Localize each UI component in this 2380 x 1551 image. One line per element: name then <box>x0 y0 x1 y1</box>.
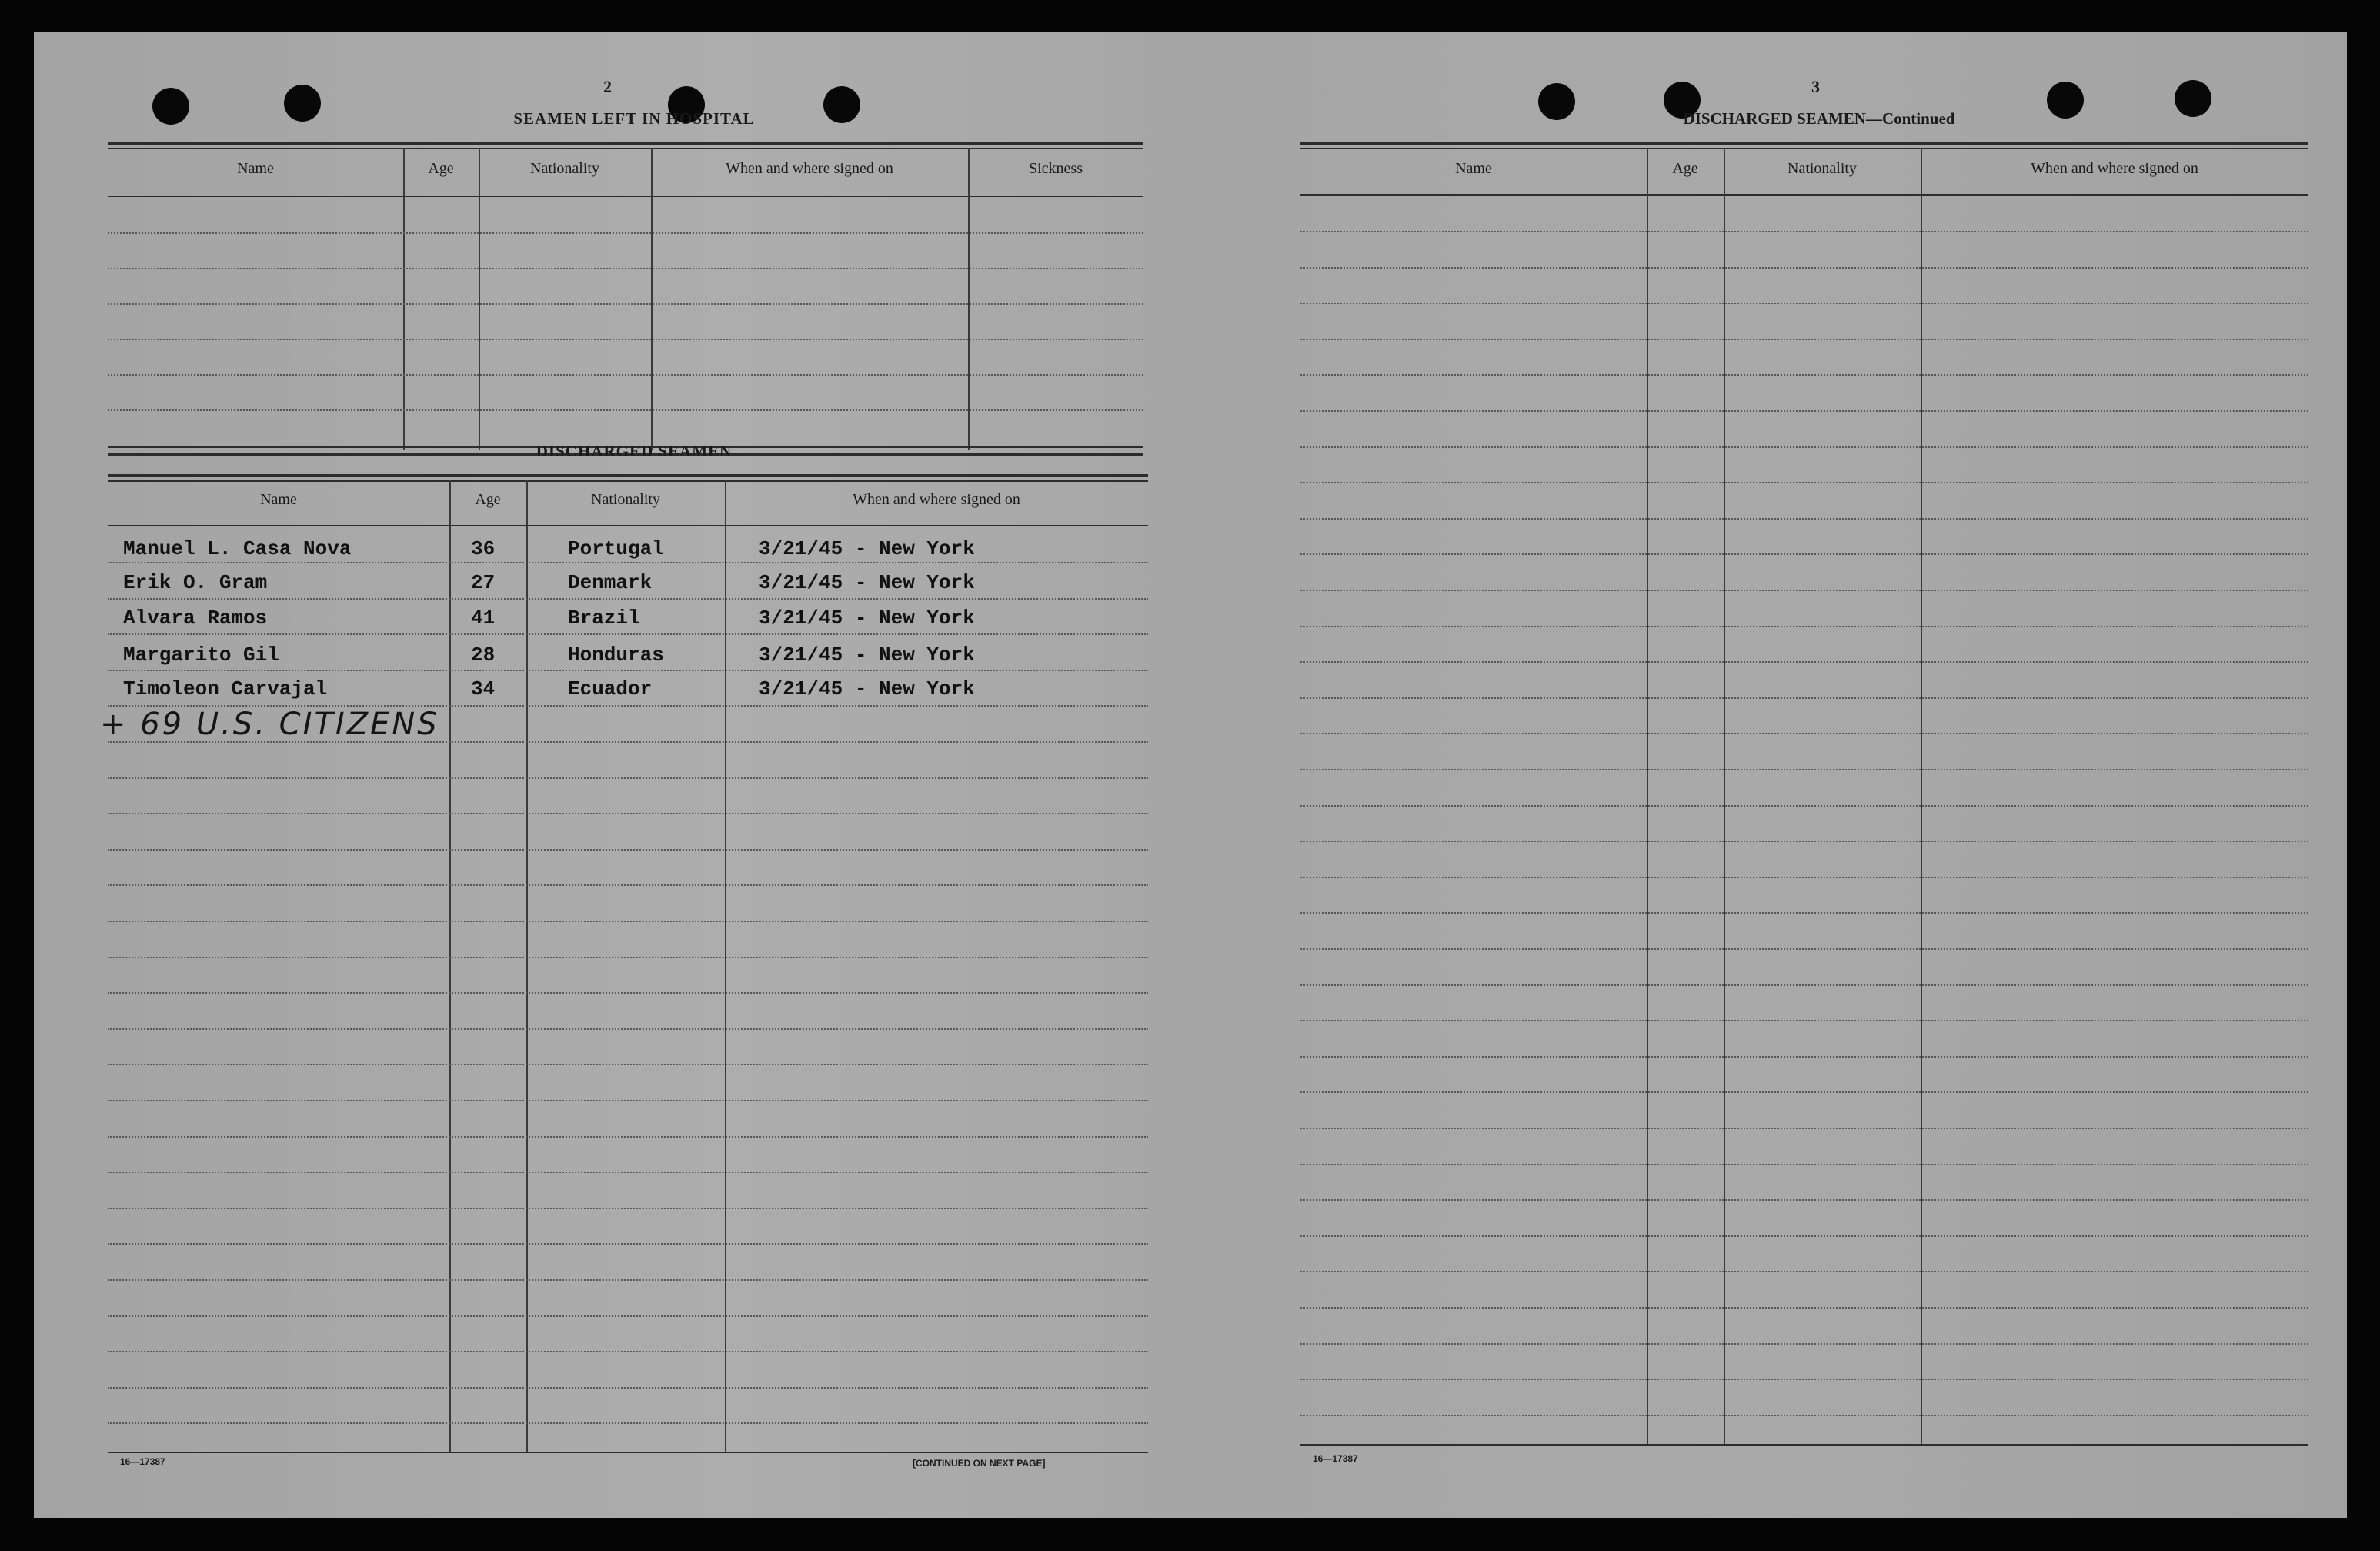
seaman-name: Margarito Gil <box>123 643 279 667</box>
row-line <box>1300 697 2308 699</box>
seaman-name: Erik O. Gram <box>123 571 268 594</box>
row-line <box>1300 231 2308 232</box>
row-line <box>1300 1379 2308 1380</box>
form-number: 16—17387 <box>1313 1453 1358 1464</box>
signed-on: 3/21/45 - New York <box>759 643 975 667</box>
row-line <box>1300 1415 2308 1416</box>
row-line <box>1300 1128 2308 1129</box>
row-line <box>108 633 1148 635</box>
row-line <box>1300 1091 2308 1093</box>
row-line <box>108 1028 1148 1030</box>
row-line <box>1300 1199 2308 1201</box>
row-line <box>1300 984 2308 986</box>
row-line <box>108 849 1148 851</box>
row-line <box>108 1208 1148 1209</box>
page-number: 2 <box>603 77 612 96</box>
column-header: When and where signed on <box>853 491 1020 508</box>
column-header: Sickness <box>1029 160 1083 177</box>
row-line <box>1300 303 2308 304</box>
row-line <box>1300 948 2308 950</box>
column-header: Name <box>260 491 297 508</box>
row-line <box>108 562 1148 563</box>
hospital-section-title: SEAMEN LEFT IN HOSPITAL <box>513 109 755 128</box>
row-line <box>1300 661 2308 663</box>
row-line <box>108 1243 1148 1245</box>
row-line <box>1300 1343 2308 1345</box>
row-line <box>1300 733 2308 734</box>
row-line <box>108 992 1148 994</box>
seaman-name: Manuel L. Casa Nova <box>123 537 352 560</box>
row-line <box>108 1100 1148 1101</box>
row-line <box>1300 912 2308 914</box>
seaman-name: Timoleon Carvajal <box>123 677 328 700</box>
row-line <box>1300 1271 2308 1272</box>
row-line <box>1300 410 2308 412</box>
row-line <box>1300 877 2308 878</box>
row-line <box>108 921 1148 922</box>
handwritten-note: + 69 U.S. CITIZENS <box>100 707 439 742</box>
row-line <box>108 813 1148 814</box>
column-header: Name <box>1455 160 1492 177</box>
row-line <box>1300 590 2308 591</box>
row-line <box>108 1172 1148 1173</box>
seaman-age: 27 <box>471 571 496 594</box>
row-line <box>108 670 1148 671</box>
left-page <box>34 32 1188 1518</box>
row-line <box>1300 518 2308 520</box>
column-header: When and where signed on <box>726 160 893 177</box>
form-number: 16—17387 <box>120 1456 165 1467</box>
column-header: Age <box>1672 160 1698 177</box>
row-line <box>1300 267 2308 269</box>
seaman-age: 41 <box>471 607 496 630</box>
right-page <box>1188 32 2347 1518</box>
seaman-nationality: Honduras <box>568 643 664 667</box>
signed-on: 3/21/45 - New York <box>759 607 975 630</box>
row-line <box>1300 841 2308 842</box>
row-line <box>1300 1056 2308 1058</box>
column-header: Nationality <box>591 491 660 508</box>
row-line <box>108 1315 1148 1317</box>
column-header: Nationality <box>1788 160 1857 177</box>
signed-on: 3/21/45 - New York <box>759 677 975 700</box>
row-line <box>1300 374 2308 376</box>
signed-on: 3/21/45 - New York <box>759 571 975 594</box>
seaman-age: 28 <box>471 643 496 667</box>
row-line <box>108 1351 1148 1352</box>
seaman-age: 36 <box>471 537 496 560</box>
row-line <box>1300 769 2308 770</box>
page-number: 3 <box>1811 77 1820 96</box>
row-line <box>1300 1020 2308 1021</box>
seaman-age: 34 <box>471 677 496 700</box>
row-line <box>108 957 1148 958</box>
row-line <box>108 1064 1148 1065</box>
document-sheet <box>34 32 2347 1518</box>
seaman-nationality: Portugal <box>568 537 664 560</box>
row-line <box>108 884 1148 886</box>
row-line <box>108 1279 1148 1281</box>
row-line <box>108 1136 1148 1138</box>
column-header: Age <box>428 160 454 177</box>
column-header: Name <box>237 160 274 177</box>
row-line <box>108 598 1148 600</box>
column-header: Nationality <box>530 160 599 177</box>
signed-on: 3/21/45 - New York <box>759 537 975 560</box>
row-line <box>1300 1164 2308 1165</box>
discharged-section-title: DISCHARGED SEAMEN <box>536 442 733 460</box>
row-line <box>108 1422 1148 1424</box>
discharged-continued-title: DISCHARGED SEAMEN—Continued <box>1683 109 1955 128</box>
row-line <box>1300 482 2308 483</box>
seaman-nationality: Brazil <box>568 607 640 630</box>
column-header: Age <box>475 491 501 508</box>
seaman-nationality: Denmark <box>568 571 653 594</box>
row-line <box>1300 446 2308 448</box>
row-line <box>1300 1307 2308 1309</box>
row-line <box>1300 1235 2308 1237</box>
seaman-nationality: Ecuador <box>568 677 653 700</box>
column-header: When and where signed on <box>2031 160 2198 177</box>
row-line <box>1300 626 2308 627</box>
row-line <box>1300 339 2308 340</box>
row-line <box>1300 553 2308 555</box>
row-line <box>108 777 1148 779</box>
seaman-name: Alvara Ramos <box>123 607 268 630</box>
row-line <box>1300 805 2308 807</box>
row-line <box>108 1387 1148 1389</box>
continued-note: [CONTINUED ON NEXT PAGE] <box>913 1458 1046 1469</box>
